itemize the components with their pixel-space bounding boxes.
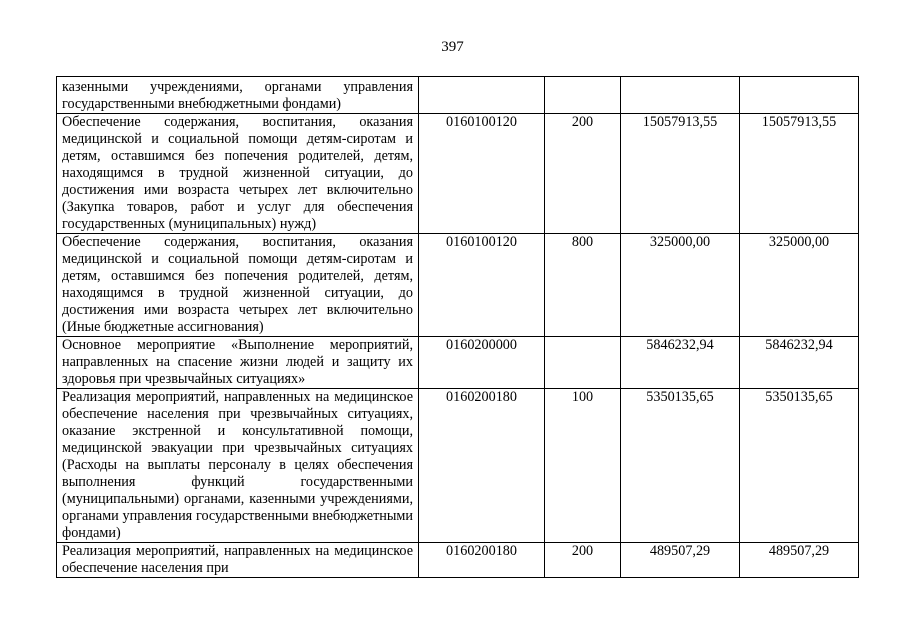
row-amount-2: 5350135,65 <box>740 389 859 543</box>
budget-table <box>56 76 859 578</box>
row-amount-2: 5846232,94 <box>740 337 859 389</box>
row-amount-1: 15057913,55 <box>621 114 740 234</box>
row-description: Реализация мероприятий, направленных на медицинское обеспечение населения при чрезвычайных ситуациях, оказание экстренной и консультативной помощи, медицинской эвакуации при чрезвычайных ситуациях (Расходы на выплаты персоналу в целях обеспечения выполнения функций государственными (муниципальными) органами, казенными учреждениями, органами управления государственными внебюджетными фондами) <box>57 389 419 543</box>
row-code: 0160200180 <box>419 389 545 543</box>
row-description: Обеспечение содержания, воспитания, оказания медицинской и социальной помощи детям-сиротам и детям, оставшимся без попечения родителей, детям, находящимся в трудной жизненной ситуации, до достижения ими возраста четырех лет включительно (Иные бюджетные ассигнования) <box>57 234 419 337</box>
row-code: 0160200000 <box>419 337 545 389</box>
row-expense-type <box>545 77 621 114</box>
row-amount-1: 5846232,94 <box>621 337 740 389</box>
row-expense-type: 100 <box>545 389 621 543</box>
row-code: 0160100120 <box>419 114 545 234</box>
row-amount-2: 325000,00 <box>740 234 859 337</box>
row-description: Основное мероприятие «Выполнение мероприятий, направленных на спасение жизни людей и защиту их здоровья при чрезвычайных ситуациях» <box>57 337 419 389</box>
row-expense-type: 200 <box>545 114 621 234</box>
table-row <box>57 77 859 114</box>
row-amount-2: 489507,29 <box>740 543 859 578</box>
row-description: Обеспечение содержания, воспитания, оказания медицинской и социальной помощи детям-сиротам и детям, оставшимся без попечения родителей, детям, находящимся в трудной жизненной ситуации, до достижения ими возраста четырех лет включительно (Закупка товаров, работ и услуг для обеспечения государственных (муниципальных) нужд) <box>57 114 419 234</box>
table-row <box>57 543 859 578</box>
table-row <box>57 114 859 234</box>
row-amount-1: 5350135,65 <box>621 389 740 543</box>
row-amount-1 <box>621 77 740 114</box>
row-amount-2 <box>740 77 859 114</box>
row-code: 0160100120 <box>419 234 545 337</box>
row-description: казенными учреждениями, органами управления государственными внебюджетными фондами) <box>57 77 419 114</box>
row-expense-type: 800 <box>545 234 621 337</box>
row-code: 0160200180 <box>419 543 545 578</box>
row-expense-type: 200 <box>545 543 621 578</box>
table-row <box>57 337 859 389</box>
row-expense-type <box>545 337 621 389</box>
page-number: 397 <box>441 39 464 55</box>
row-description: Реализация мероприятий, направленных на медицинское обеспечение населения при <box>57 543 419 578</box>
row-amount-1: 489507,29 <box>621 543 740 578</box>
table-row <box>57 389 859 543</box>
table-row <box>57 234 859 337</box>
row-amount-1: 325000,00 <box>621 234 740 337</box>
row-code <box>419 77 545 114</box>
row-amount-2: 15057913,55 <box>740 114 859 234</box>
